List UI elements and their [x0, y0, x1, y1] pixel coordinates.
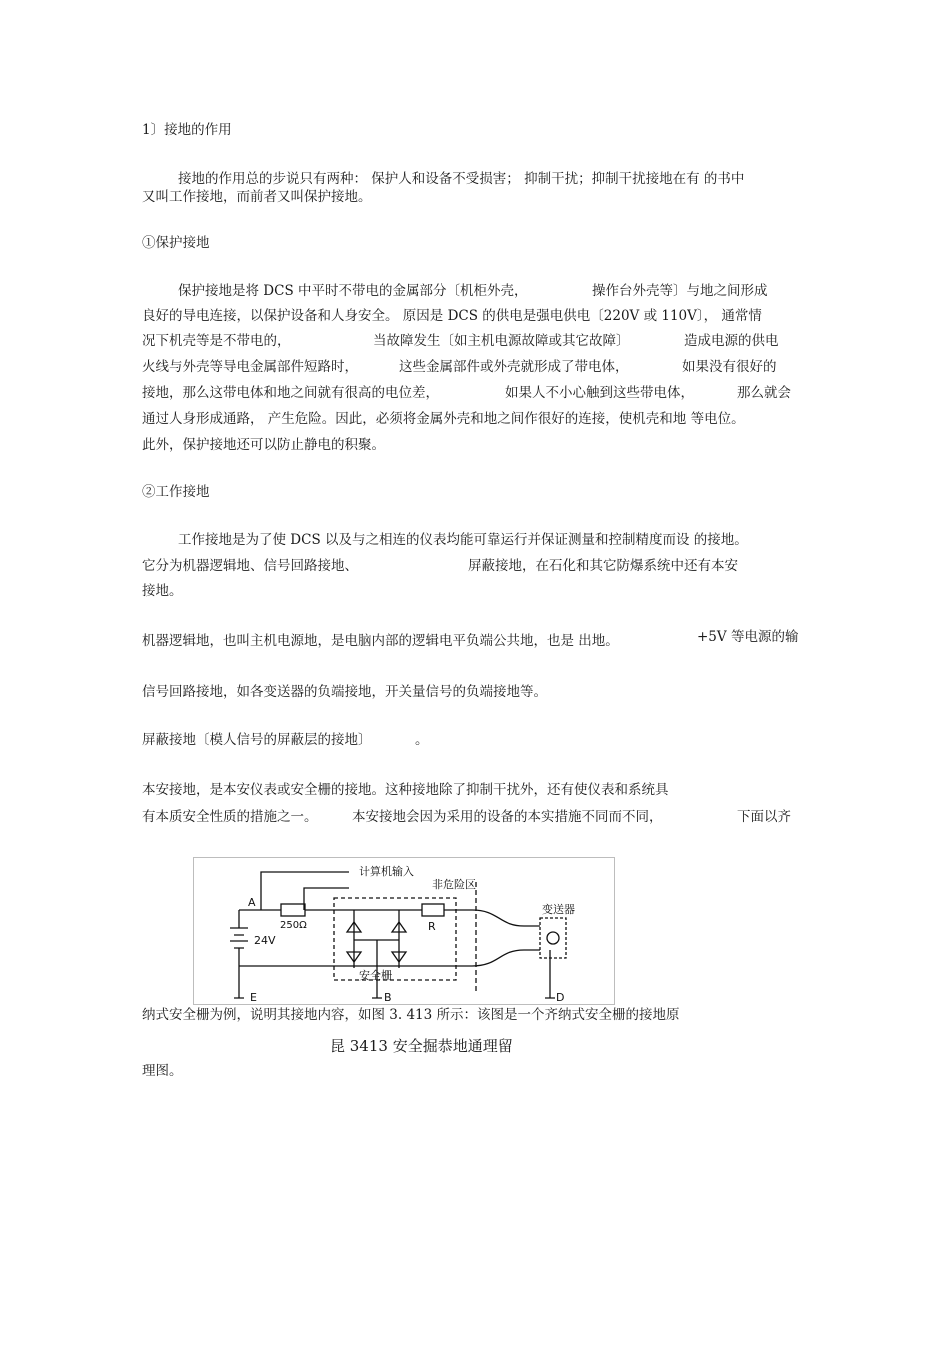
intrinsic-line-1: 本安接地，是本安仪表或安全栅的接地。这种接地除了抑制干扰外，还有使仪表和系统具: [142, 782, 669, 798]
zener-barrier-figure: [193, 857, 615, 1005]
protective-line-4c: 如果没有很好的: [682, 359, 777, 375]
protective-line-7: 此外，保护接地还可以防止静电的积聚。: [142, 437, 385, 453]
cable-bottom: [472, 950, 540, 966]
transmitter-symbol: [547, 932, 559, 944]
transmitter-box: [540, 918, 566, 958]
intrinsic-line-3: 纳式安全栅为例，说明其接地内容，如图 3. 413 所示：该图是一个齐纳式安全栅的接地原: [142, 1007, 680, 1023]
protective-line-6: 通过人身形成通路， 产生危险。因此，必须将金属外壳和地之间作很好的连接，使机壳和地 等电位。: [142, 411, 745, 427]
logic-ground-tail: +5V 等电源的输: [697, 629, 799, 645]
ground-b-label: B: [384, 991, 392, 1004]
protective-line-1a: 保护接地是将 DCS 中平时不带电的金属部分〔机柜外壳，: [178, 283, 528, 299]
protective-line-1b: 操作台外壳等〕与地之间形成: [592, 283, 768, 299]
protective-line-2: 良好的导电连接，以保护设备和人身安全。 原因是 DCS 的供电是强电供电〔220V 或 110V〕， 通常情: [142, 308, 762, 324]
working-line-2b: 屏蔽接地，在石化和其它防爆系统中还有本安: [468, 558, 738, 574]
zener-barrier-circuit-diagram: [194, 858, 614, 1004]
computer-input-wire-bottom: [304, 888, 349, 910]
protective-line-5b: 如果人不小心触到这些带电体，: [505, 385, 694, 401]
protective-line-3c: 造成电源的供电: [684, 333, 779, 349]
protective-ground-heading: ①保护接地: [142, 235, 210, 251]
protective-line-3b: 当故障发生〔如主机电源故障或其它故障〕: [373, 333, 630, 349]
battery-cells: [230, 928, 248, 948]
protective-line-4b: 这些金属部件或外壳就形成了带电体，: [399, 359, 629, 375]
point-a-label: A: [248, 896, 256, 909]
ground-d-label: D: [556, 991, 565, 1004]
transmitter-label: 变送器: [542, 903, 575, 916]
signal-ground-text: 信号回路接地，如各变送器的负端接地，开关量信号的负端接地等。: [142, 684, 547, 700]
working-line-1: 工作接地是为了使 DCS 以及与之相连的仪表均能可靠运行并保证测量和控制精度而设 的接地。: [178, 532, 748, 548]
intrinsic-line-2a: 有本质安全性质的措施之一。: [142, 809, 318, 825]
voltage-label: 24V: [254, 934, 276, 947]
resistor-r: [422, 904, 444, 916]
intrinsic-line-4: 理图。: [142, 1063, 183, 1079]
protective-line-5c: 那么就会: [737, 385, 791, 401]
intrinsic-line-2b: 本安接地会因为采用的设备的本实措施不同而不同，: [352, 809, 663, 825]
intro-paragraph-line-1: 接地的作用总的步说只有两种： 保护人和设备不受损害； 抑制干扰；抑制干扰接地在有 的书中: [178, 171, 745, 187]
ground-e-label: E: [250, 991, 257, 1004]
resistor-250-ohm: [281, 904, 305, 916]
section-title: 1〕接地的作用: [142, 122, 232, 138]
cable-top: [472, 910, 540, 926]
resistor-r-label: R: [428, 920, 436, 933]
protective-line-3a: 况下机壳等是不带电的，: [142, 333, 291, 349]
protective-line-4a: 火线与外壳等导电金属部件短路时，: [142, 359, 358, 375]
resistor-250-label: 250Ω: [280, 920, 307, 931]
figure-caption: 昆 3413 安全掘恭地通理留: [330, 1037, 513, 1055]
shield-ground-text: 屏蔽接地〔模人信号的屏蔽层的接地〕: [142, 732, 372, 748]
working-line-2a: 它分为机器逻辑地、信号回路接地、: [142, 558, 358, 574]
protective-line-5a: 接地，那么这带电体和地之间就有很高的电位差，: [142, 385, 439, 401]
intrinsic-line-2c: 下面以齐: [737, 809, 791, 825]
working-ground-heading: ②工作接地: [142, 484, 210, 500]
logic-ground-text: 机器逻辑地，也叫主机电源地，是电脑内部的逻辑电平负端公共地，也是 出地。: [142, 633, 619, 649]
non-hazard-label: 非危险区: [432, 878, 476, 891]
barrier-label: 安全栅: [359, 969, 392, 982]
shield-ground-dot: 。: [415, 732, 429, 748]
working-line-3: 接地。: [142, 583, 183, 599]
computer-input-label: 计算机输入: [359, 865, 414, 878]
intro-paragraph-line-2: 又叫工作接地，而前者又叫保护接地。: [142, 189, 372, 205]
